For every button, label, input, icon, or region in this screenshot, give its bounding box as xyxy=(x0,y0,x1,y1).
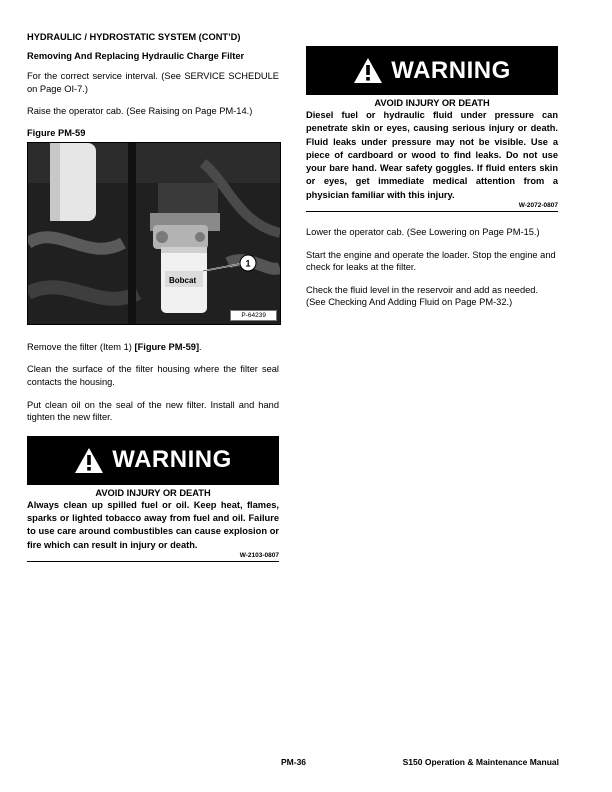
warning-banner xyxy=(27,436,279,485)
filter-brand-label: Bobcat xyxy=(169,275,197,285)
warning-box-fire xyxy=(27,436,279,562)
warning-banner-text: WARNING xyxy=(112,446,232,474)
warning-code: W-2072-0807 xyxy=(306,202,558,212)
raise-cab-paragraph: Raise the operator cab. (See Raising on Page PM-14.) xyxy=(27,106,253,117)
check-fluid-paragraph: Check the fluid level in the reservoir and add as needed. (See Checking And Adding Fluid on Page PM-32.) xyxy=(306,284,539,308)
figure-id: P-64239 xyxy=(230,310,277,321)
left-column xyxy=(27,32,279,562)
warning-title: AVOID INJURY OR DEATH xyxy=(95,487,211,498)
figure-pm-59-photo xyxy=(27,142,281,325)
page-number: PM-36 xyxy=(281,757,307,767)
lower-cab-paragraph: Lower the operator cab. (See Lowering on Page PM-15.) xyxy=(306,227,540,238)
filter-photo-illustration xyxy=(28,143,280,324)
manual-title: S150 Operation & Maintenance Manual xyxy=(402,757,559,767)
callout-number: 1 xyxy=(245,258,251,269)
figure-label: Figure PM-59 xyxy=(27,127,86,138)
figure-reference: [Figure PM-59] xyxy=(134,341,200,352)
warning-body: Diesel fuel or hydraulic fluid under pressure can penetrate skin or eyes, causing serious injury or death. Fluid leaks under pressure may not be visible. Use a piece of cardboard or wood to find leaks. Do not use your bare hand. Wear safety goggles. If fluid enters skin or eyes, get immediate medical attention from a physician familiar with this injury. xyxy=(306,110,558,200)
clean-surface-paragraph: Clean the surface of the filter housing where the filter seal contacts the housing. xyxy=(27,364,279,387)
subsection-title: Removing And Replacing Hydraulic Charge Filter xyxy=(27,51,245,61)
remove-filter-end: . xyxy=(199,341,202,352)
warning-triangle-icon xyxy=(353,57,383,84)
warning-banner-text: WARNING xyxy=(391,56,511,84)
new-filter-paragraph: Put clean oil on the seal of the new filter. Install and hand tighten the new filter. xyxy=(27,399,279,423)
check-leaks-paragraph: Start the engine and operate the loader. Stop the engine and check for leaks at the filter. xyxy=(306,249,556,273)
warning-body: Always clean up spilled fuel or oil. Keep heat, flames, sparks or lighted tobacco away from fuel and oil. Failure to use care around combustibles can cause explosion or fire which can result in injury or death. xyxy=(27,499,279,550)
warning-banner xyxy=(306,46,558,95)
right-column xyxy=(306,46,558,319)
warning-code: W-2103-0807 xyxy=(27,552,279,562)
warning-title: AVOID INJURY OR DEATH xyxy=(374,98,490,108)
remove-filter-paragraph xyxy=(27,341,279,354)
section-header: HYDRAULIC / HYDROSTATIC SYSTEM (CONT’D) xyxy=(27,32,241,42)
warning-triangle-icon xyxy=(74,447,104,474)
warning-box-pressure xyxy=(306,46,558,212)
service-interval-paragraph: For the correct service interval. (See SERVICE SCHEDULE on Page OI-7.) xyxy=(27,71,279,94)
remove-filter-text: Remove the filter (Item 1) xyxy=(27,341,135,352)
